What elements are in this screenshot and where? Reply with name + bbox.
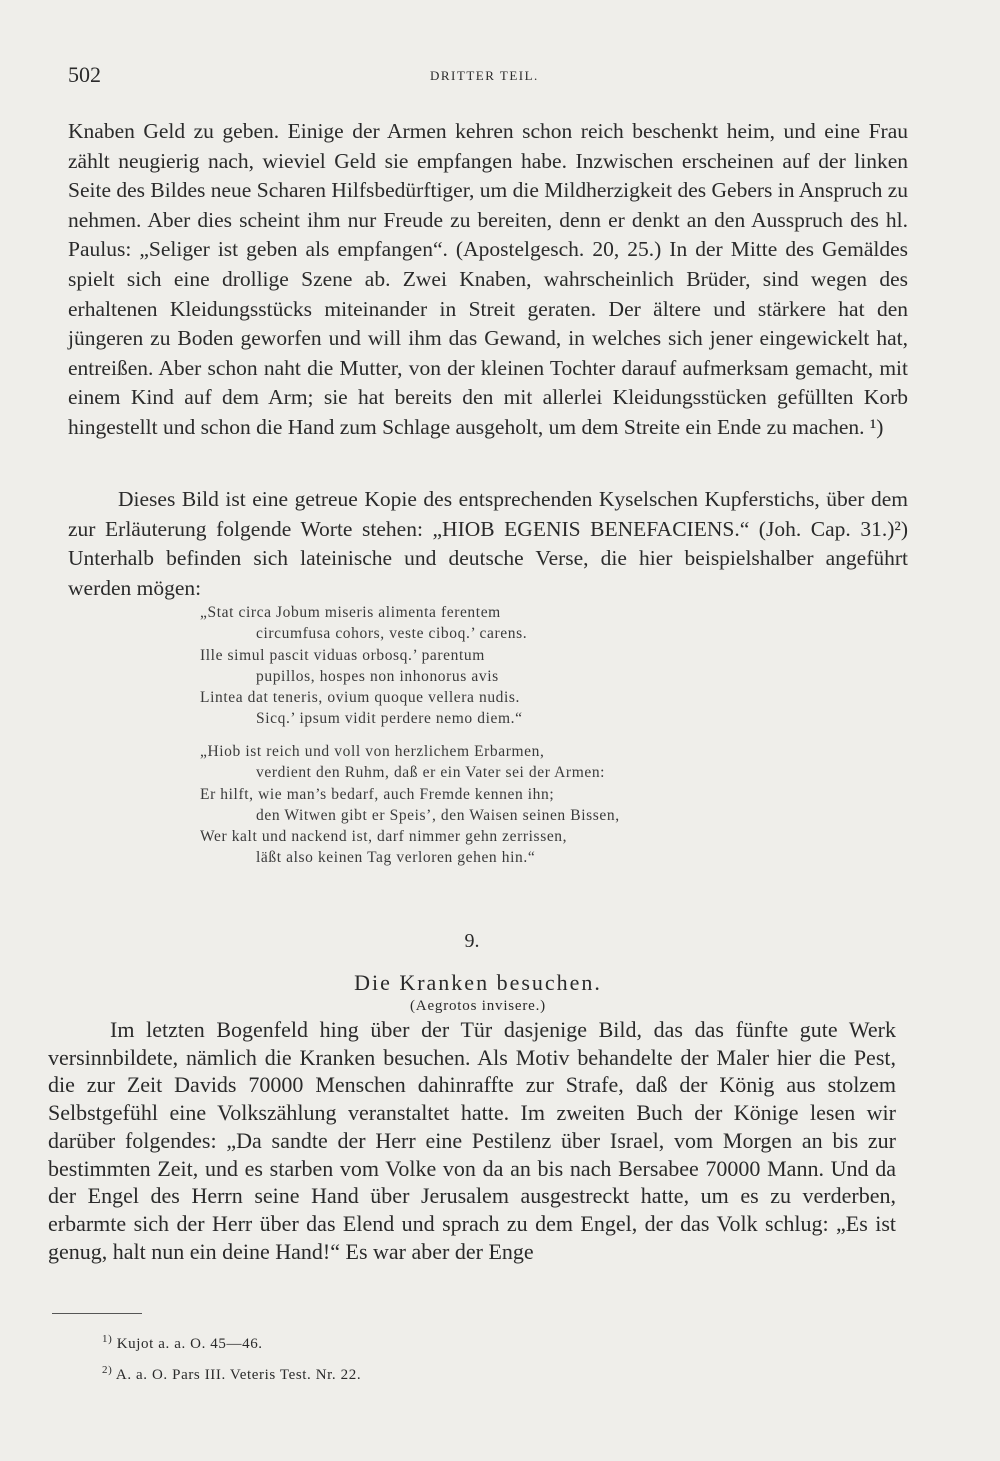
footnote: [102, 1326, 602, 1357]
running-head: DRITTER TEIL.: [430, 68, 539, 83]
verse-line: Lintea dat teneris, ovium quoque vellera nudis.: [200, 689, 521, 707]
verse-line: Ille simul pascit viduas orbosq.’ parentum: [200, 646, 485, 664]
footnotes: [102, 1326, 602, 1388]
section-number: 9.: [464, 930, 480, 952]
latin-verse: [200, 602, 760, 730]
verse-line: pupillos, hospes non inhonorus avis: [256, 667, 499, 685]
footnote-text: Kujot a. a. O. 45—46.: [116, 1336, 263, 1352]
verse-line: „Hiob ist reich und voll von herzlichem Erbarmen,: [200, 743, 545, 760]
body-paragraph-1: Knaben Geld zu geben. Einige der Armen kehren schon reich beschenkt heim, und eine Frau zählt neugierig nach, wieviel Geld sie empfangen habe. Inzwischen erscheinen auf der linken Seite des Bildes neue Scharen Hilfsbedürftiger, um die Mildherzigkeit des Gebers in Anspruch zu nehmen. Aber dies scheint ihm nur Freude zu bereiten, denn er denkt an den Ausspruch des hl. Paulus: „Seliger ist geben als empfangen“. (Apostelgesch. 20, 25.) In der Mitte des Gemäldes spielt sich eine drollige Szene ab. Zwei Knaben, wahrscheinlich Brüder, sind wegen des erhaltenen Kleidungsstücks miteinander in Streit geraten. Der ältere und stärkere hat den jüngeren zu Boden geworfen und will ihm das Gewand, in welches sich jener eingewickelt hat, entreißen. Aber schon naht die Mutter, von der kleinen Tochter darauf aufmerksam gemacht, mit einem Kind auf dem Arm; sie hat bereits den mit allerlei Kleidungsstücken gefüllten Korb hingestellt und schon die Hand zum Schlage ausgeholt, um dem Streite ein Ende zu machen. ¹): [68, 119, 908, 439]
footnote: [102, 1357, 602, 1388]
footnote-marker: 2): [102, 1364, 113, 1376]
section-title: Die Kranken besuchen.: [354, 970, 602, 995]
verse-line: Er hilft, wie man’s bedarf, auch Fremde kennen ihn;: [200, 785, 555, 803]
verse-line: den Witwen gibt er Speis’, den Waisen seinen Bissen,: [256, 806, 620, 824]
body-paragraph-3: Im letzten Bogenfeld hing über der Tür dasjenige Bild, das das fünfte gute Werk versinnbildete, nämlich die Kranken besuchen. Als Motiv behandelte der Maler hier die Pest, die zur Zeit Davids 70000 Menschen dahinraffte zur Strafe, daß der König aus stolzem Selbstgefühl eine Volkszählung veranstaltet hatte. Im zweiten Buch der Könige lesen wir darüber folgendes: „Da sandte der Herr eine Pestilenz über Israel, vom Morgen an bis zur bestimmten Zeit, und es starben vom Volke von da an bis nach Bersabee 70000 Mann. Und da der Engel des Herrn seine Hand über Jerusalem ausgestreckt hatte, um es zu verderben, erbarmte sich der Herr über das Elend und sprach zu dem Engel, der das Volk schlug: „Es ist genug, halt nun ein deine Hand!“ Es war aber der Enge: [48, 1017, 896, 1264]
verse-line: Wer kalt und nackend ist, darf nimmer gehn zerrissen,: [200, 828, 568, 846]
verse-line: läßt also keinen Tag verloren gehen hin.“: [256, 849, 536, 867]
section-subtitle: (Aegrotos invisere.): [410, 998, 546, 1014]
page-number: 502: [68, 62, 101, 87]
footnote-marker: 1): [102, 1333, 113, 1345]
verse-line: Sicq.’ ipsum vidit perdere nemo diem.“: [256, 710, 523, 728]
body-paragraph-2: Dieses Bild ist eine getreue Kopie des entsprechenden Kyselschen Kupferstichs, über dem zur Erläuterung folgende Worte stehen: „HIOB EGENIS BENEFACIENS.“ (Joh. Cap. 31.)²) Unterhalb befinden sich lateinische und deutsche Verse, die hier beispielshalber angeführt werden mögen:: [68, 487, 908, 600]
footnote-divider: [52, 1313, 142, 1314]
verse-line: verdient den Ruhm, daß er ein Vater sei der Armen:: [256, 764, 606, 782]
footnote-text: A. a. O. Pars III. Veteris Test. Nr. 22.: [115, 1367, 362, 1383]
verse-line: „Stat circa Jobum miseris alimenta ferentem: [200, 604, 501, 621]
german-verse: [200, 741, 760, 869]
verse-line: circumfusa cohors, veste ciboq.’ carens.: [256, 625, 528, 643]
page-header: [68, 62, 908, 92]
